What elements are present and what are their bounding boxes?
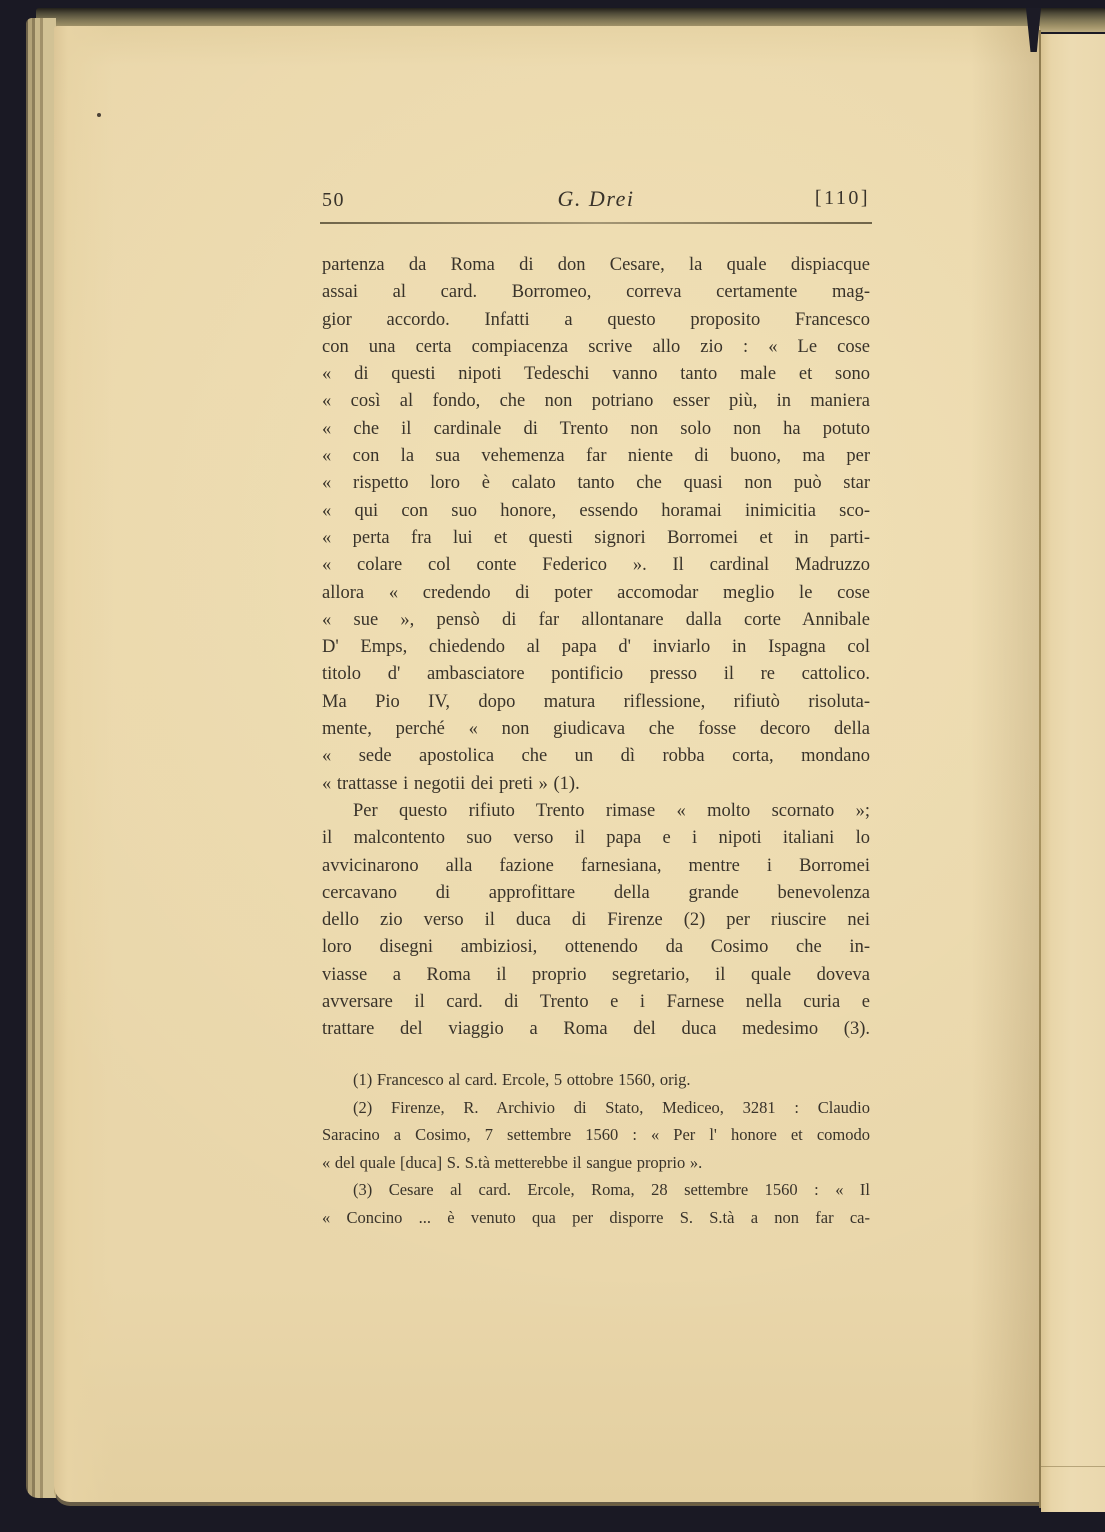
text-line: « sue », pensò di far allontanare dalla corte Annibale	[322, 609, 870, 630]
bottom-crease	[208, 1504, 1074, 1505]
text-line: gior accordo. Infatti a questo proposito Francesco	[322, 309, 870, 330]
text-line: avversare il card. di Trento e i Farnese nella curia e	[322, 992, 870, 1013]
body-text	[322, 252, 870, 1044]
text-line: « di questi nipoti Tedeschi vanno tanto male et sono	[322, 364, 870, 385]
book-page	[54, 26, 1040, 1502]
text-line: « perta fra lui et questi signori Borromei et in parti-	[322, 527, 870, 548]
text-line: « qui con suo honore, essendo horamai inimicitia sco-	[322, 500, 870, 521]
text-line: il malcontento suo verso il papa e i nipoti italiani lo	[322, 828, 870, 849]
text-line: (1) Francesco al card. Ercole, 5 ottobre 1560, orig.	[353, 1070, 691, 1089]
text-line: viasse a Roma il proprio segretario, il quale doveva	[322, 964, 870, 985]
text-line: « sede apostolica che un dì robba corta, mondano	[322, 746, 870, 767]
text-line: « trattasse i negotii dei preti » (1).	[322, 773, 580, 794]
text-line: dello zio verso il duca di Firenze (2) per riuscire nei	[322, 910, 870, 931]
text-line: avvicinarono alla fazione farnesiana, mentre i Borromei	[322, 855, 870, 876]
text-line: cercavano di approfittare della grande benevolenza	[322, 882, 870, 903]
text-line: D' Emps, chiedendo al papa d' inviarlo in Ispagna col	[322, 637, 870, 658]
text-line: « del quale [duca] S. S.tà metterebbe il sangue proprio ».	[322, 1152, 703, 1172]
page-header	[322, 186, 870, 222]
text-line: (3) Cesare al card. Ercole, Roma, 28 settembre 1560 : « Il	[353, 1180, 870, 1199]
adjacent-page-crease	[1041, 1466, 1105, 1467]
text-line: loro disegni ambiziosi, ottenendo da Cosimo che in-	[322, 937, 870, 958]
page-stack-edges	[26, 18, 56, 1498]
header-rule	[320, 222, 872, 224]
text-line: trattare del viaggio a Roma del duca medesimo (3).	[322, 1019, 870, 1040]
text-line: mente, perché « non giudicava che fosse decoro della	[322, 719, 870, 740]
column-reference: [110]	[814, 187, 870, 209]
text-line: allora « credendo di poter accomodar meglio le cose	[322, 582, 870, 603]
text-line: partenza da Roma di don Cesare, la quale dispiacque	[322, 255, 870, 275]
text-line: Ma Pio IV, dopo matura riflessione, rifiutò risoluta-	[322, 691, 870, 712]
text-line: « che il cardinale di Trento non solo non ha potuto	[322, 418, 870, 439]
running-title: G. Drei	[557, 186, 635, 211]
text-line: assai al card. Borromeo, correva certamente mag-	[322, 282, 870, 303]
page-number: 50	[322, 189, 345, 211]
text-line: « rispetto loro è calato tanto che quasi non può star	[322, 473, 870, 494]
paper-blemish	[97, 113, 101, 117]
text-line: « Concino ... è venuto qua per disporre S. S.tà a non far ca-	[322, 1207, 870, 1227]
text-line: Per questo rifiuto Trento rimase « molto scornato »;	[353, 800, 870, 821]
text-line: « con la sua vehemenza far niente di buono, ma per	[322, 446, 870, 467]
adjacent-page	[1041, 34, 1105, 1512]
text-line: « così al fondo, che non potriano esser più, in maniera	[322, 391, 870, 412]
text-line: Saracino a Cosimo, 7 settembre 1560 : « Per l' honore et comodo	[322, 1125, 870, 1144]
text-line: « colare col conte Federico ». Il cardinal Madruzzo	[322, 555, 870, 576]
text-line: titolo d' ambasciatore pontificio presso il re cattolico.	[322, 664, 870, 685]
text-line: con una certa compiacenza scrive allo zio : « Le cose	[322, 336, 870, 357]
footnotes	[322, 1066, 870, 1231]
text-line: (2) Firenze, R. Archivio di Stato, Mediceo, 3281 : Claudio	[353, 1097, 870, 1117]
